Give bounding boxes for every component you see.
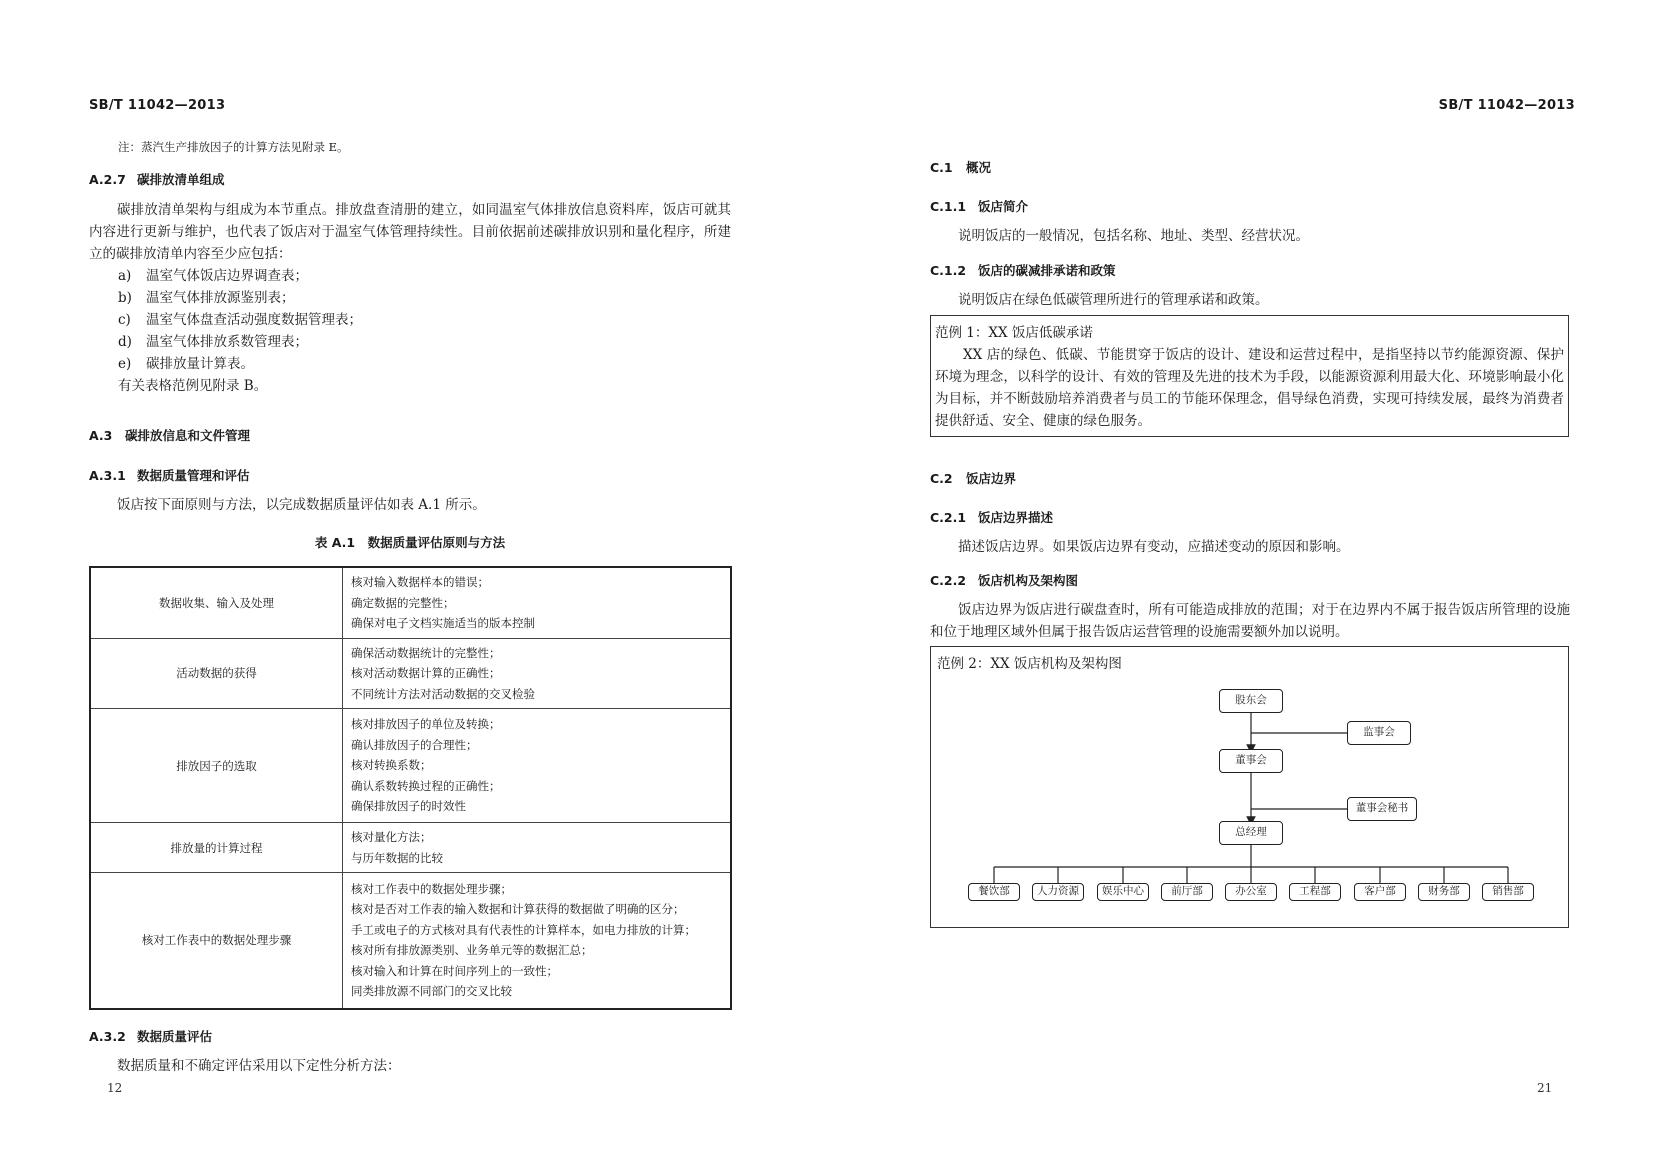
heading-c12 [930,261,1116,279]
heading-title: 饭店的碳减排承诺和政策 [978,263,1116,278]
table-row [90,638,731,709]
left-standard-code: SB/T 11042—2013 [89,98,226,113]
method-line: 核对活动数据计算的正确性； [351,666,501,680]
note-text: 注：蒸汽生产排放因子的计算方法见附录 E。 [118,140,349,154]
list-item [118,353,362,375]
heading-title: 概况 [966,160,992,175]
c22-paragraph: 饭店边界为饭店进行碳盘查时，所有可能造成排放的范围；对于在边界内不属于报告饭店所管理的设施和位于地理区域外但属于报告饭店运营管理的设施需要额外加以说明。 [930,602,1570,640]
heading-title: 饭店简介 [978,199,1029,214]
heading-title: 饭店边界 [966,471,1017,486]
table-row [90,873,731,1009]
org-node-department: 人力资源 [1032,883,1084,901]
a32-paragraph: 数据质量和不确定评估采用以下定性分析方法： [117,1058,401,1074]
table-caption: 表 A.1 数据质量评估原则与方法 [314,535,506,550]
method-line: 核对量化方法； [351,830,432,844]
methods-cell [343,873,732,1009]
heading-title: 数据质量评估 [137,1029,213,1044]
list-marker: e) [118,356,132,372]
list-item [118,309,362,331]
org-node-department: 工程部 [1289,883,1341,901]
method-line: 手工或电子的方式核对具有代表性的计算样本，如电力排放的计算； [351,922,696,937]
heading-a3 [89,426,250,444]
heading-a32 [89,1027,212,1045]
heading-c11 [930,197,1028,215]
a27-paragraph: 碳排放清单架构与组成为本节重点。排放盘查清册的建立，如同温室气体排放信息资料库，饭店可就其内容进行更新与维护，也代表了饭店对于温室气体管理持续性。目前依据前述碳排放识别和量化程序，所建立的碳排放清单内容至少应包括： [89,202,731,262]
heading-number: C.2 [930,471,953,486]
heading-number: C.2.2 [930,573,967,588]
list-item [118,331,362,353]
methods-cell [343,823,732,873]
method-line: 与历年数据的比较 [351,850,443,865]
method-line: 核对输入和计算在时间序列上的一致性； [351,963,558,978]
method-line: 确认排放因子的合理性； [351,737,478,752]
principle-cell: 数据收集、输入及处理 [90,567,343,638]
org-node-supervisors: 监事会 [1347,721,1411,745]
c21-paragraph: 描述饭店边界。如果饭店边界有变动，应描述变动的原因和影响。 [958,539,1350,555]
method-line: 确保活动数据统计的完整性； [351,645,501,660]
org-node-department: 餐饮部 [968,883,1020,901]
heading-number: A.3.2 [89,1029,126,1044]
table-row [90,709,731,823]
principle-cell: 排放量的计算过程 [90,823,343,873]
list-marker: b) [118,290,132,306]
heading-title: 碳排放清单组成 [137,172,225,187]
heading-title: 饭店机构及架构图 [978,573,1079,588]
heading-c22 [930,571,1078,589]
list-text: 温室气体饭店边界调查表； [146,268,308,284]
heading-number: A.2.7 [89,172,126,187]
methods-cell [343,709,732,823]
org-node-board: 董事会 [1219,749,1283,773]
heading-number: A.3.1 [89,468,126,483]
table-row [90,823,731,873]
method-line: 核对工作表中的数据处理步骤； [351,881,512,896]
list-text: 温室气体排放源鉴别表； [146,290,295,306]
org-node-general-manager: 总经理 [1219,821,1283,845]
heading-number: C.2.1 [930,510,967,525]
org-node-department: 前厅部 [1161,883,1213,901]
org-node-department: 财务部 [1418,883,1470,901]
list-text: 温室气体盘查活动强度数据管理表； [146,312,362,328]
example2-title: 范例 2：XX 饭店机构及架构图 [937,656,1122,672]
org-node-shareholders: 股东会 [1219,689,1283,713]
a27-list [118,265,362,397]
list-text: 温室气体排放系数管理表； [146,334,308,350]
right-standard-code: SB/T 11042—2013 [1438,98,1575,113]
heading-a31 [89,466,250,484]
a27-closing: 有关表格范例见附录 B。 [118,378,268,394]
c11-paragraph: 说明饭店的一般情况，包括名称、地址、类型、经营状况。 [958,228,1309,244]
heading-title: 数据质量管理和评估 [137,468,250,483]
heading-c1 [930,158,991,176]
method-line: 确认系数转换过程的正确性； [351,778,501,793]
method-line: 确保对电子文档实施适当的版本控制 [351,616,535,630]
heading-c2 [930,469,1016,487]
heading-number: C.1 [930,160,953,175]
method-line: 核对是否对工作表的输入数据和计算获得的数据做了明确的区分； [351,902,685,917]
list-marker: a) [118,268,132,284]
heading-a27 [89,170,225,188]
list-marker: c) [118,312,131,328]
heading-number: A.3 [89,428,113,443]
org-node-board-secretary: 董事会秘书 [1347,797,1417,821]
list-marker: d) [118,334,132,350]
heading-title: 饭店边界描述 [978,510,1054,525]
example1-text: XX 店的绿色、低碳、节能贯穿于饭店的设计、建设和运营过程中，是指坚持以节约能源资源、保护环境为理念，以科学的设计、有效的管理及先进的技术为手段，以能源资源利用最大化、环境影响最小化为目标，并不断鼓励培养消费者与员工的节能环保理念，倡导绿色消费，实现可持续发展，最终为消费者提供舒适、安全、健康的绿色服务。 [935,347,1564,429]
example2-box [930,646,1569,928]
method-line: 核对转换系数； [351,758,432,773]
table-row [90,567,731,638]
method-line: 核对输入数据样本的错误； [351,575,489,589]
methods-cell [343,567,732,638]
a31-paragraph: 饭店按下面原则与方法，以完成数据质量评估如表 A.1 所示。 [117,497,486,513]
method-line: 核对所有排放源类别、业务单元等的数据汇总； [351,943,593,958]
org-node-department: 销售部 [1482,883,1534,901]
data-quality-table [89,566,732,1010]
principle-cell: 活动数据的获得 [90,638,343,709]
method-line: 核对排放因子的单位及转换； [351,717,501,732]
principle-cell: 核对工作表中的数据处理步骤 [90,873,343,1009]
example1-box [930,315,1569,437]
org-node-department: 办公室 [1225,883,1277,901]
example1-title: 范例 1：XX 饭店低碳承诺 [935,325,1093,341]
left-page-number: 12 [107,1081,123,1095]
c12-paragraph: 说明饭店在绿色低碳管理所进行的管理承诺和政策。 [958,292,1269,308]
right-page-number: 21 [1537,1081,1553,1095]
list-item [118,265,362,287]
org-node-department: 娱乐中心 [1097,883,1149,901]
list-item [118,287,362,309]
method-line: 确定数据的完整性； [351,595,455,610]
method-line: 不同统计方法对活动数据的交叉检验 [351,686,535,701]
method-line: 确保排放因子的时效性 [351,799,466,814]
heading-c21 [930,508,1053,526]
heading-title: 碳排放信息和文件管理 [125,428,251,443]
heading-number: C.1.2 [930,263,967,278]
principle-cell: 排放因子的选取 [90,709,343,823]
org-node-department: 客户部 [1354,883,1406,901]
methods-cell [343,638,732,709]
heading-number: C.1.1 [930,199,967,214]
list-text: 碳排放量计算表。 [146,356,254,372]
method-line: 同类排放源不同部门的交叉比较 [351,984,512,999]
